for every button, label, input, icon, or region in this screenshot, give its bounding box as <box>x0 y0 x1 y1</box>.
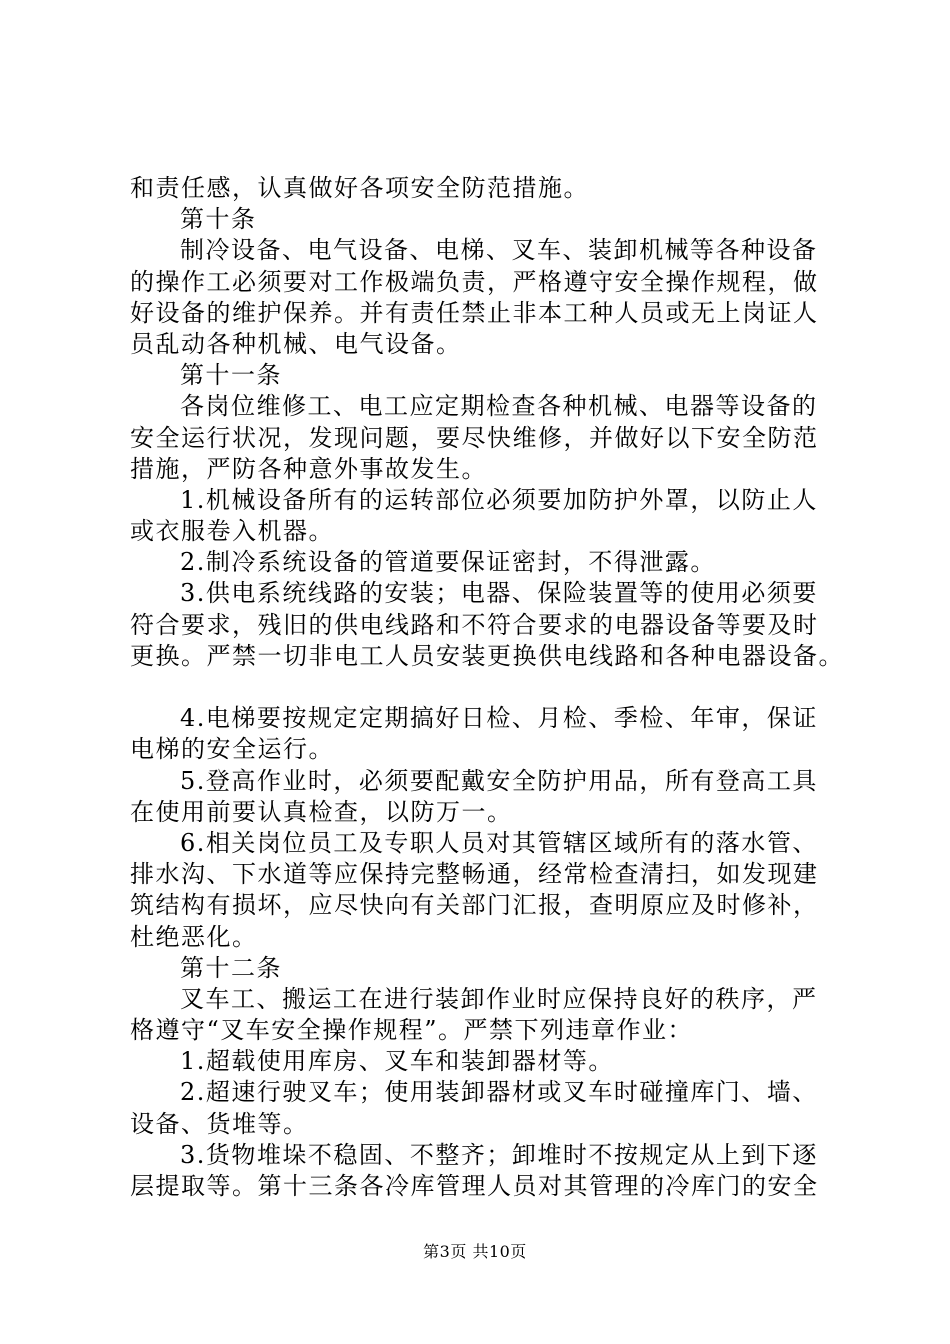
text-line: 1.机械设备所有的运转部位必须要加防护外罩，以防止人 <box>180 485 818 514</box>
text-line: 排水沟、下水道等应保持完整畅通，经常检查清扫，如发现建 <box>130 860 819 889</box>
text-line: 5.登高作业时，必须要配戴安全防护用品，所有登高工具 <box>180 766 818 795</box>
text-line: 1.超载使用库房、叉车和装卸器材等。 <box>180 1047 614 1076</box>
text-line: 筑结构有损坏，应尽快向有关部门汇报，查明原应及时修补， <box>130 891 819 920</box>
text-line: 杜绝恶化。 <box>130 922 258 951</box>
text-line: 3.货物堆垛不稳固、不整齐；卸堆时不按规定从上到下逐 <box>180 1140 818 1169</box>
text-line: 或衣服卷入机器。 <box>130 517 334 546</box>
text-line: 安全运行状况，发现问题，要尽快维修，并做好以下安全防范 <box>130 423 819 452</box>
text-line: 第十一条 <box>180 361 282 390</box>
text-line: 各岗位维修工、电工应定期检查各种机械、电器等设备的 <box>180 392 818 421</box>
text-line: 电梯的安全运行。 <box>130 735 334 764</box>
text-line: 的操作工必须要对工作极端负责，严格遵守安全操作规程，做 <box>130 267 819 296</box>
page-footer: 第3页 共10页 <box>423 1242 527 1261</box>
text-line: 措施，严防各种意外事故发生。 <box>130 454 487 483</box>
text-line: 好设备的维护保养。并有责任禁止非本工种人员或无上岗证人 <box>130 298 819 327</box>
text-line: 制冷设备、电气设备、电梯、叉车、装卸机械等各种设备 <box>180 236 818 265</box>
text-line: 第十条 <box>180 205 257 234</box>
text-line: 3.供电系统线路的安装；电器、保险装置等的使用必须要 <box>180 579 818 608</box>
text-line: 第十二条 <box>180 953 282 982</box>
text-line: 6.相关岗位员工及专职人员对其管辖区域所有的落水管、 <box>180 828 818 857</box>
text-line: 在使用前要认真检查，以防万一。 <box>130 797 513 826</box>
text-line: 和责任感，认真做好各项安全防范措施。 <box>130 174 589 202</box>
text-line: 叉车工、搬运工在进行装卸作业时应保持良好的秩序，严 <box>180 984 818 1013</box>
document-body <box>130 173 844 1202</box>
text-line: 设备、货堆等。 <box>130 1109 309 1138</box>
text-line: 符合要求，残旧的供电线路和不符合要求的电器设备等要及时 <box>130 610 819 639</box>
text-line: 2.制冷系统设备的管道要保证密封，不得泄露。 <box>180 548 716 577</box>
text-line: 更换。严禁一切非电工人员安装更换供电线路和各种电器设备。 <box>130 641 844 670</box>
text-line: 层提取等。第十三条各冷库管理人员对其管理的冷库门的安全 <box>130 1172 819 1200</box>
text-line: 2.超速行驶叉车；使用装卸器材或叉车时碰撞库门、墙、 <box>180 1078 818 1107</box>
text-line: 格遵守“叉车安全操作规程”。严禁下列违章作业： <box>130 1016 694 1045</box>
text-line: 员乱动各种机械、电气设备。 <box>130 329 462 358</box>
text-line: 4.电梯要按规定定期搞好日检、月检、季检、年审，保证 <box>180 704 818 733</box>
blank-line <box>130 672 830 703</box>
